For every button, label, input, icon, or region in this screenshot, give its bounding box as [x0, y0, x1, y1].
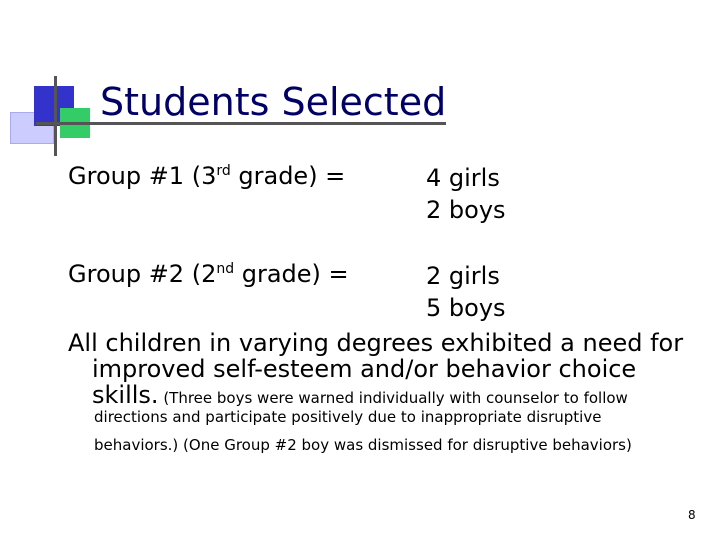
page-number: 8	[688, 508, 696, 522]
group-1-girls: 4 girls	[426, 164, 500, 192]
group-2-girls: 2 girls	[426, 262, 500, 290]
summary-line-3	[68, 382, 683, 411]
group-2-values	[426, 260, 506, 324]
group-1-values	[426, 162, 506, 226]
group-2-label-suffix: grade) =	[234, 260, 349, 288]
group-1-label-prefix: Group #1 (3	[68, 162, 217, 190]
slide-title: Students Selected	[100, 80, 447, 124]
group-1-label-sup: rd	[216, 163, 231, 179]
decorative-vertical-line	[54, 76, 57, 156]
summary-note-part-2: directions and participate positively due to inappropriate disruptive	[94, 408, 602, 426]
summary-note-part-1: (Three boys were warned individually with counselor to follow	[158, 389, 628, 407]
summary-line-1: All children in varying degrees exhibited a need for	[68, 329, 684, 357]
summary-text	[68, 330, 683, 411]
group-2-label-prefix: Group #2 (2	[68, 260, 217, 288]
group-2-label-sup: nd	[216, 261, 235, 277]
group-1-boys: 2 boys	[426, 196, 506, 224]
group-2-boys: 5 boys	[426, 294, 506, 322]
group-2-label	[68, 260, 349, 288]
summary-note-part-3: behaviors.) (One Group #2 boy was dismissed for disruptive behaviors)	[94, 436, 632, 454]
summary-skills: skills.	[92, 381, 159, 409]
group-1-label	[68, 162, 345, 190]
group-1-label-suffix: grade) =	[230, 162, 346, 190]
summary-line-2: improved self-esteem and/or behavior choice	[92, 355, 637, 383]
